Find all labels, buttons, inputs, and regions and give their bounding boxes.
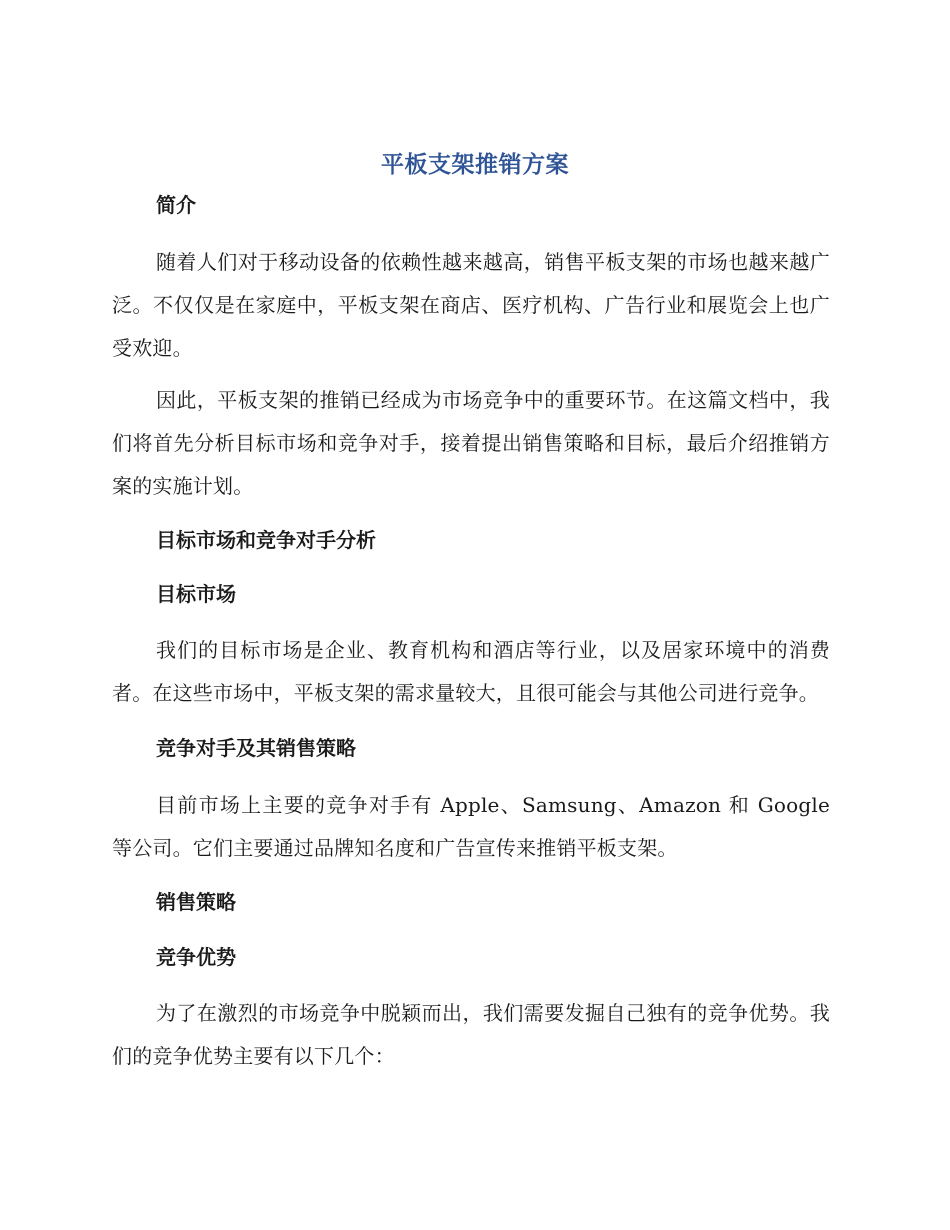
document-body	[112, 190, 830, 1078]
document-title: 平板支架推销方案	[381, 152, 569, 178]
heading-competitors: 竞争对手及其销售策略	[156, 736, 356, 760]
heading-competitive-advantage: 竞争优势	[156, 945, 236, 969]
heading-intro: 简介	[156, 193, 196, 217]
paragraph-intro-1: 随着人们对于移动设备的依赖性越来越高，销售平板支架的市场也越来越广泛。不仅仅是在家庭中，平板支架在商店、医疗机构、广告行业和展览会上也广受欢迎。	[112, 250, 830, 360]
heading-market-analysis: 目标市场和竞争对手分析	[156, 528, 376, 552]
heading-sales-strategy: 销售策略	[156, 890, 236, 914]
paragraph-intro-2: 因此，平板支架的推销已经成为市场竞争中的重要环节。在这篇文档中，我们将首先分析目标市场和竞争对手，接着提出销售策略和目标，最后介绍推销方案的实施计划。	[112, 388, 830, 498]
paragraph-competitors: 目前市场上主要的竞争对手有 Apple、Samsung、Amazon 和 Google 等公司。它们主要通过品牌知名度和广告宣传来推销平板支架。	[112, 793, 830, 860]
paragraph-target-market: 我们的目标市场是企业、教育机构和酒店等行业，以及居家环境中的消费者。在这些市场中，平板支架的需求量较大，且很可能会与其他公司进行竞争。	[112, 638, 830, 705]
heading-target-market: 目标市场	[156, 582, 236, 606]
paragraph-competitive-advantage: 为了在激烈的市场竞争中脱颖而出，我们需要发掘自己独有的竞争优势。我们的竞争优势主要有以下几个：	[112, 1001, 830, 1068]
